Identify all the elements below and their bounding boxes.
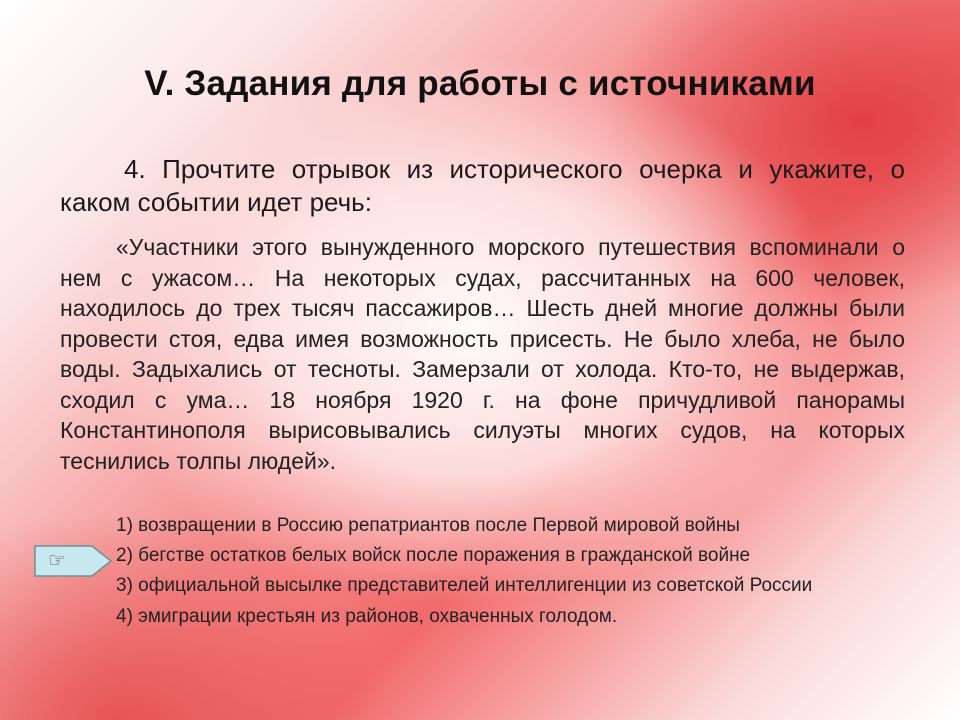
answer-option-1[interactable]: 1) возвращении в Россию репатриантов после Первой мировой войны xyxy=(116,515,740,536)
source-quote: «Участники этого вынужденного морского путешествия вспоминали о нем с ужасом… На некоторых судах, рассчитанных на 600 человек, находилось до трех тысяч пассажиров… Шесть дней многие должны были провести стоя, едва имея возможность присесть. Не было хлеба, не было воды. Задыхались от тесноты. Замерзали от холода. Кто-то, не выдержав, сходил с ума… 18 ноября 1920 г. на фоне причудливой панорамы Константинополя вырисовывались силуэты многих судов, на которых теснились толпы людей». xyxy=(60,234,905,474)
answer-option-4[interactable]: 4) эмиграции крестьян из районов, охваченных голодом. xyxy=(116,606,618,627)
pointing-hand-icon: ☞ xyxy=(48,548,66,572)
answer-option-3[interactable]: 3) официальной высылке представителей интеллигенции из советской России xyxy=(116,575,813,596)
answer-options xyxy=(60,512,905,633)
task-question: 4. Прочтите отрывок из исторического очерка и укажите, о каком событии идет речь: xyxy=(60,154,905,217)
slide-title: V. Задания для работы с источниками xyxy=(144,64,816,103)
answer-option-2[interactable]: 2) бегстве остатков белых войск после поражения в гражданской войне xyxy=(116,545,751,566)
